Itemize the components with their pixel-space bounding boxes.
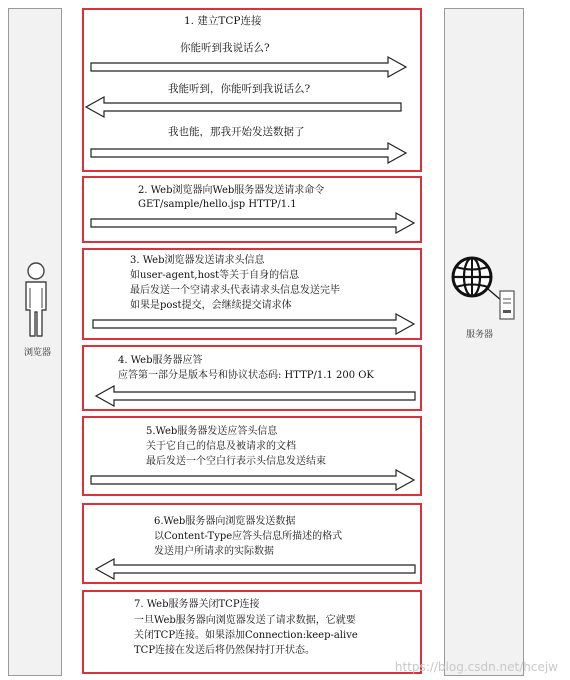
step-3-line-2: 如user-agent,host等关于自身的信息 (130, 270, 300, 281)
watermark: https://blog.csdn.net/hcejw (394, 660, 558, 674)
step-1-message-3: 我也能，那我开始发送数据了 (168, 126, 305, 138)
step-6-line-2: 以Content-Type应答头信息所描述的格式 (154, 531, 343, 542)
step-6-line-3: 发送用户所请求的实际数据 (154, 546, 274, 557)
step-3-arrow (92, 313, 416, 335)
step-3-line-3: 最后发送一个空请求头代表请求头信息发送完毕 (130, 285, 340, 296)
step-3-line-4: 如果是post提交，会继续提交请求体 (130, 300, 292, 311)
client-label: 浏览器 (24, 348, 52, 358)
step-7-line-4: TCP连接在发送后将仍然保持打开状态。 (134, 645, 316, 656)
server-lifeline (444, 8, 524, 676)
step-4-title: 4. Web服务器应答 (118, 355, 203, 366)
step-6-title: 6.Web服务器向浏览器发送数据 (154, 516, 296, 527)
client-lifeline (8, 8, 62, 676)
step-5-title: 5.Web服务器发送应答头信息 (146, 426, 278, 437)
step-7-line-3: 关闭TCP连接。如果添加Connection:keep-alive (134, 630, 358, 641)
step-2-line-2: GET/sample/hello.jsp HTTP/1.1 (138, 199, 297, 210)
step-5-arrow (90, 469, 416, 491)
step-6-arrow (94, 558, 416, 580)
step-4-line-2: 应答第一部分是版本号和协议状态码: HTTP/1.1 200 OK (118, 370, 374, 381)
step-1-arrow-2 (84, 96, 402, 118)
step-1-message-1: 你能听到我说话么? (180, 42, 270, 54)
step-1-arrow-3 (90, 142, 408, 164)
server-label: 服务器 (466, 330, 494, 340)
step-5-line-2: 关于它自己的信息及被请求的文档 (146, 441, 296, 452)
person-icon (21, 262, 51, 340)
step-1-message-2: 我能听到，你能听到我说话么? (168, 83, 311, 95)
step-2-title: 2. Web浏览器向Web服务器发送请求命令 (138, 185, 325, 196)
step-7-title: 7. Web服务器关闭TCP连接 (134, 599, 260, 610)
globe-server-icon (450, 255, 520, 325)
step-5-line-3: 最后发送一个空白行表示头信息发送结束 (146, 456, 326, 467)
step-3-title: 3. Web浏览器发送请求头信息 (130, 255, 265, 266)
step-2-arrow (90, 212, 416, 234)
step-1-title: 1. 建立TCP连接 (184, 15, 262, 27)
step-4-arrow (94, 385, 416, 407)
step-7-line-2: 一旦Web服务器向浏览器发送了请求数据，它就要 (134, 615, 356, 626)
step-1-arrow-1 (90, 56, 408, 78)
